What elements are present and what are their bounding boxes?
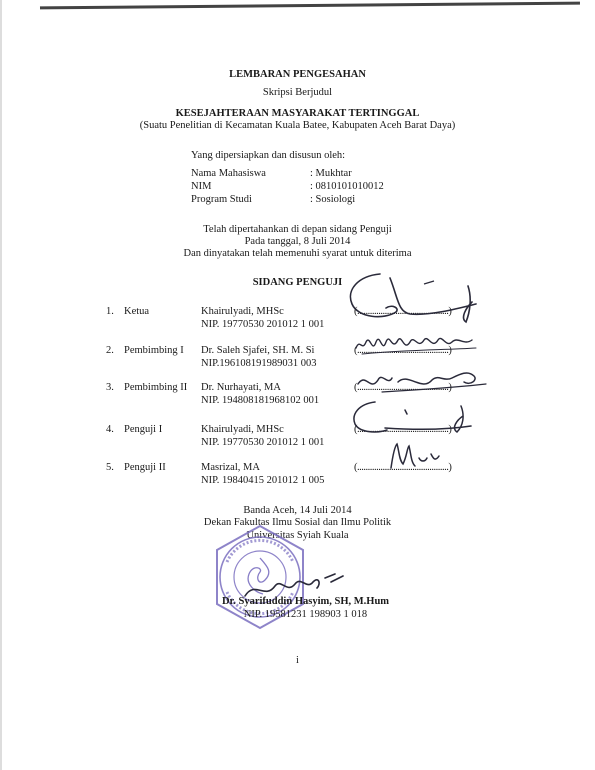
committee-nip: NIP. 194808181968102 001 [201, 395, 320, 406]
committee-number: 1. [106, 306, 114, 317]
student-value: : Mukhtar [310, 168, 352, 179]
defense-line: Telah dipertahankan di depan sidang Penguji [203, 224, 392, 235]
committee-name: Dr. Nurhayati, MA [201, 382, 281, 393]
student-value: : Sosiologi [310, 194, 356, 205]
committee-number: 2. [106, 345, 114, 356]
signature-line: (...........................................) [354, 424, 452, 435]
committee-role: Pembimbing I [124, 345, 184, 356]
committee-role: Penguji II [124, 462, 166, 473]
committee-name: Dr. Saleh Sjafei, SH. M. Si [201, 345, 315, 356]
place-date: Banda Aceh, 14 Juli 2014 [243, 505, 352, 516]
signature-line: (...........................................) [354, 462, 452, 473]
committee-nip: NIP. 19770530 201012 1 001 [201, 437, 325, 448]
committee-number: 5. [106, 462, 114, 473]
committee-name: Khairulyadi, MHSc [201, 424, 284, 435]
signature-line: (...........................................) [354, 345, 452, 356]
committee-name: Masrizal, MA [201, 462, 260, 473]
thesis-subtitle: (Suatu Penelitian di Kecamatan Kuala Batee, Kabupaten Aceh Barat Daya) [139, 120, 456, 131]
committee-number: 3. [106, 382, 114, 393]
thesis-title: KESEJAHTERAAN MASYARAKAT TERTINGGAL [175, 108, 420, 119]
committee-nip: NIP. 19840415 201012 1 005 [201, 475, 325, 486]
scan-edge-line [40, 2, 580, 14]
signature-line: (...........................................) [354, 306, 452, 317]
committee-role: Penguji I [124, 424, 163, 435]
student-label: Nama Mahasiswa [191, 168, 266, 179]
university-name: Universitas Syiah Kuala [246, 530, 349, 541]
signature-line: (...........................................) [354, 382, 452, 393]
student-label: NIM [191, 181, 212, 192]
dean-nip: NIP. 19581231 198903 1 018 [243, 609, 368, 620]
student-value: : 0810101010012 [310, 181, 384, 192]
committee-name: Khairulyadi, MHSc [201, 306, 284, 317]
prepared-by-label: Yang dipersiapkan dan disusun oleh: [191, 150, 346, 161]
committee-nip: NIP. 19770530 201012 1 001 [201, 319, 325, 330]
committee-number: 4. [106, 424, 114, 435]
committee-role: Pembimbing II [124, 382, 188, 393]
committee-role: Ketua [124, 306, 150, 317]
defense-date: Pada tanggal, 8 Juli 2014 [244, 236, 351, 247]
student-label: Program Studi [191, 194, 252, 205]
committee-heading: SIDANG PENGUJI [252, 277, 343, 288]
defense-line: Dan dinyatakan telah memenuhi syarat untuk diterima [183, 248, 412, 259]
dean-title: Dekan Fakultas Ilmu Sosial dan Ilmu Politik [203, 517, 392, 528]
committee-nip: NIP.196108191989031 003 [201, 358, 317, 369]
page-number: i [296, 655, 299, 666]
dean-name: Dr. Syarifuddin Hasyim, SH, M.Hum [221, 596, 390, 607]
document-subtitle: Skripsi Berjudul [262, 87, 333, 98]
document-title: LEMBARAN PENGESAHAN [229, 69, 366, 80]
